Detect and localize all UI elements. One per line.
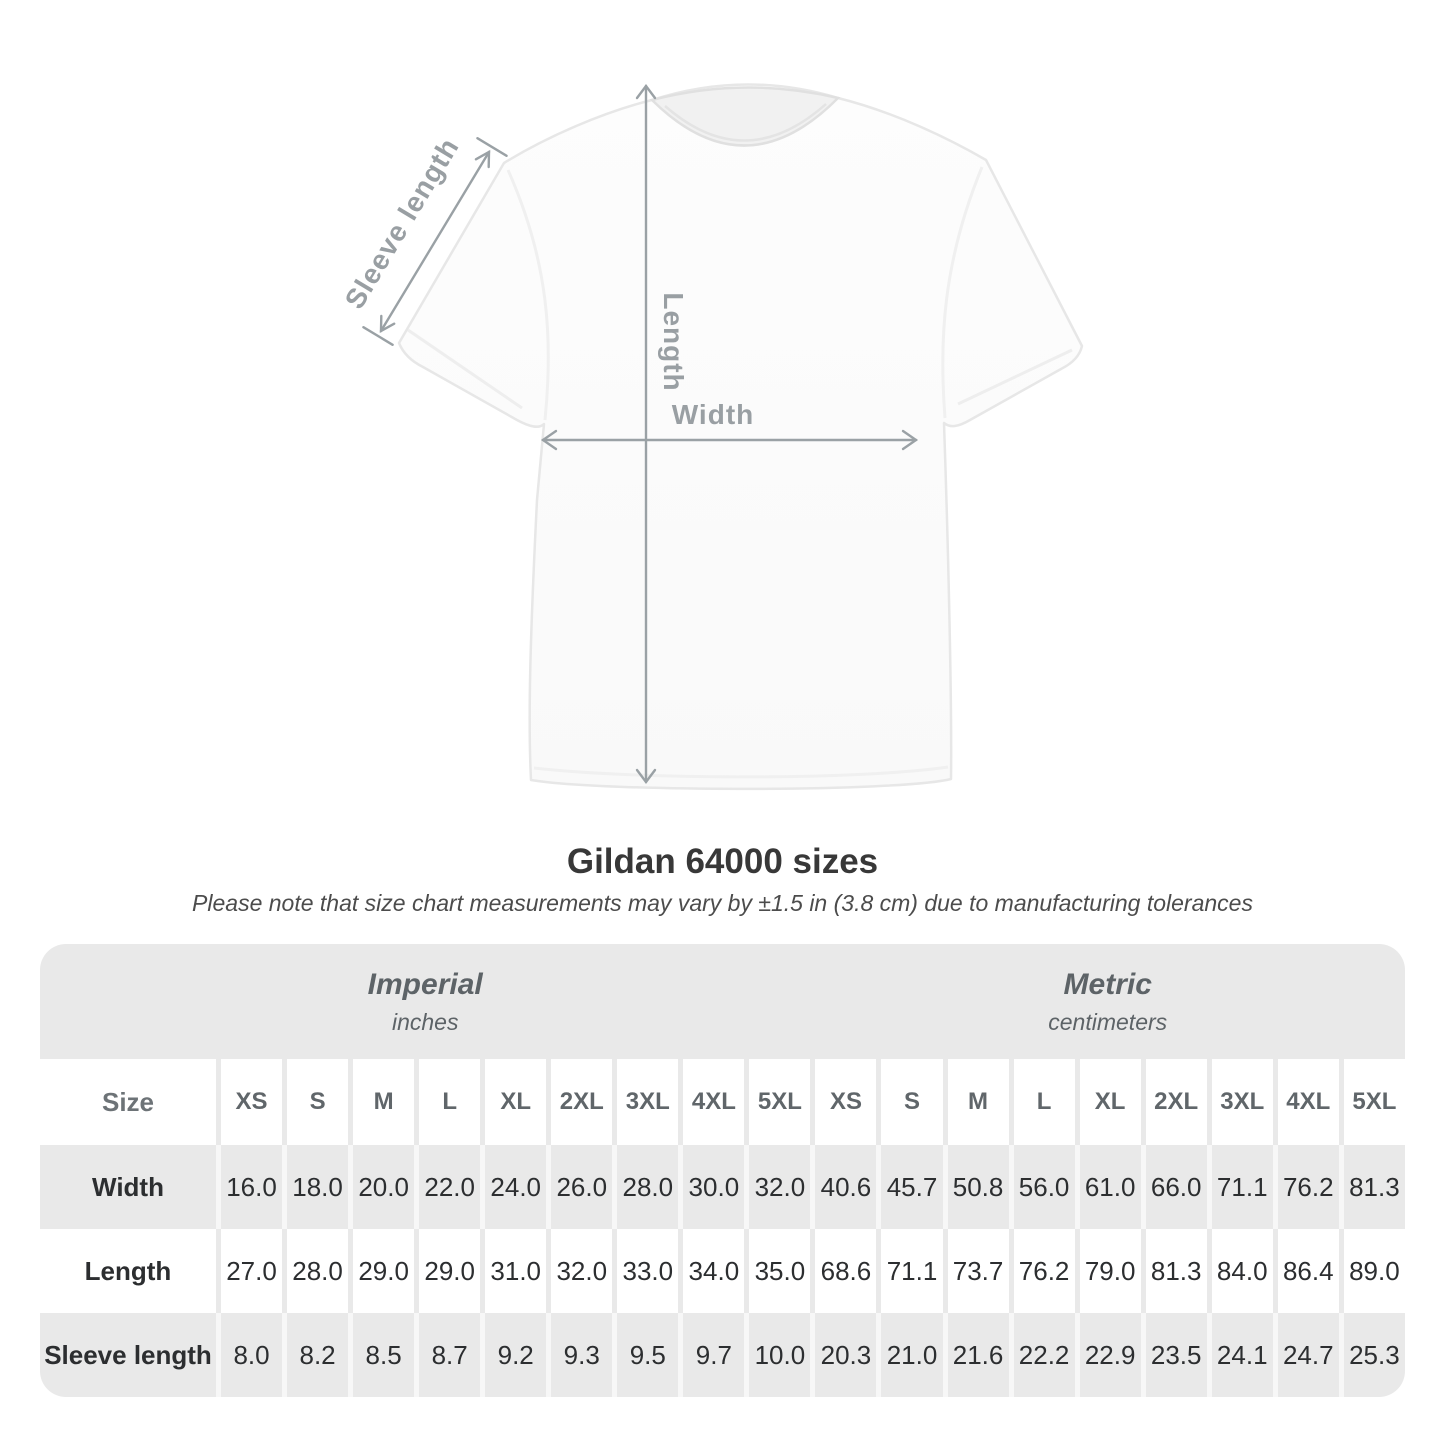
size-table xyxy=(40,944,1405,1397)
measure-value: 23.5 xyxy=(1141,1313,1207,1397)
measure-value: 25.3 xyxy=(1339,1313,1405,1397)
unit-group-metric xyxy=(810,944,1405,1059)
measure-value: 45.7 xyxy=(876,1145,942,1229)
size-chart-note: Please note that size chart measurements may vary by ±1.5 in (3.8 cm) due to manufacturing tolerances xyxy=(192,890,1253,916)
size-col-header: 2XL xyxy=(546,1059,612,1145)
size-table-container xyxy=(40,944,1405,1397)
measure-value: 8.2 xyxy=(282,1313,348,1397)
measure-value: 33.0 xyxy=(612,1229,678,1313)
measure-value: 56.0 xyxy=(1009,1145,1075,1229)
measure-value: 81.3 xyxy=(1141,1229,1207,1313)
measure-value: 18.0 xyxy=(282,1145,348,1229)
measure-row-sleeve-length xyxy=(40,1313,1405,1397)
measure-value: 29.0 xyxy=(348,1229,414,1313)
measure-value: 81.3 xyxy=(1339,1145,1405,1229)
measure-value: 8.5 xyxy=(348,1313,414,1397)
unit-group-label: Metric xyxy=(1063,967,1152,1001)
size-col-header: M xyxy=(348,1059,414,1145)
measure-value: 68.6 xyxy=(810,1229,876,1313)
measure-value: 71.1 xyxy=(1207,1145,1273,1229)
unit-group-row xyxy=(40,944,1405,1059)
tshirt-shape xyxy=(399,84,1082,788)
measure-value: 28.0 xyxy=(282,1229,348,1313)
size-row-label: Size xyxy=(40,1059,216,1145)
measure-value: 20.3 xyxy=(810,1313,876,1397)
measure-value: 71.1 xyxy=(876,1229,942,1313)
size-col-header: L xyxy=(1009,1059,1075,1145)
size-col-header: 2XL xyxy=(1141,1059,1207,1145)
size-col-header: L xyxy=(414,1059,480,1145)
measure-value: 21.6 xyxy=(943,1313,1009,1397)
measure-value: 8.7 xyxy=(414,1313,480,1397)
sleeve-length-label: Sleeve length xyxy=(338,132,465,315)
measure-value: 66.0 xyxy=(1141,1145,1207,1229)
measure-value: 9.5 xyxy=(612,1313,678,1397)
measure-value: 29.0 xyxy=(414,1229,480,1313)
size-col-header: 4XL xyxy=(1273,1059,1339,1145)
measure-value: 9.2 xyxy=(480,1313,546,1397)
measure-value: 22.2 xyxy=(1009,1313,1075,1397)
size-chart-title: Gildan 64000 sizes xyxy=(566,842,879,881)
measure-row-label: Width xyxy=(40,1145,216,1229)
measure-value: 20.0 xyxy=(348,1145,414,1229)
size-col-header: S xyxy=(282,1059,348,1145)
size-col-header: M xyxy=(943,1059,1009,1145)
size-col-header: XS xyxy=(216,1059,282,1145)
measure-value: 32.0 xyxy=(546,1229,612,1313)
length-label: Length xyxy=(658,292,689,392)
size-col-header: 4XL xyxy=(678,1059,744,1145)
measure-value: 76.2 xyxy=(1009,1229,1075,1313)
measure-value: 35.0 xyxy=(744,1229,810,1313)
measure-value: 22.0 xyxy=(414,1145,480,1229)
measure-value: 84.0 xyxy=(1207,1229,1273,1313)
measure-value: 31.0 xyxy=(480,1229,546,1313)
unit-group-sublabel: centimeters xyxy=(1048,1008,1168,1035)
size-col-header: XL xyxy=(1075,1059,1141,1145)
measure-value: 8.0 xyxy=(216,1313,282,1397)
size-col-header: 3XL xyxy=(612,1059,678,1145)
width-label: Width xyxy=(671,399,755,430)
unit-group-imperial xyxy=(40,944,810,1059)
measure-value: 10.0 xyxy=(744,1313,810,1397)
measure-row-label: Sleeve length xyxy=(40,1313,216,1397)
measure-value: 26.0 xyxy=(546,1145,612,1229)
measure-value: 30.0 xyxy=(678,1145,744,1229)
measure-value: 24.1 xyxy=(1207,1313,1273,1397)
measure-value: 9.3 xyxy=(546,1313,612,1397)
size-header-row xyxy=(40,1059,1405,1145)
measure-value: 9.7 xyxy=(678,1313,744,1397)
size-col-header: 5XL xyxy=(1339,1059,1405,1145)
measure-value: 76.2 xyxy=(1273,1145,1339,1229)
measure-value: 86.4 xyxy=(1273,1229,1339,1313)
measure-value: 21.0 xyxy=(876,1313,942,1397)
measure-value: 24.0 xyxy=(480,1145,546,1229)
measure-row-label: Length xyxy=(40,1229,216,1313)
measure-value: 16.0 xyxy=(216,1145,282,1229)
unit-group-label: Imperial xyxy=(367,967,483,1001)
measure-value: 50.8 xyxy=(943,1145,1009,1229)
measure-value: 40.6 xyxy=(810,1145,876,1229)
measure-row-width xyxy=(40,1145,1405,1229)
measure-value: 79.0 xyxy=(1075,1229,1141,1313)
size-col-header: S xyxy=(876,1059,942,1145)
size-col-header: 5XL xyxy=(744,1059,810,1145)
unit-group-sublabel: inches xyxy=(391,1008,459,1035)
measure-value: 27.0 xyxy=(216,1229,282,1313)
measure-value: 32.0 xyxy=(744,1145,810,1229)
measure-value: 34.0 xyxy=(678,1229,744,1313)
measure-value: 61.0 xyxy=(1075,1145,1141,1229)
measure-value: 89.0 xyxy=(1339,1229,1405,1313)
measure-value: 28.0 xyxy=(612,1145,678,1229)
measure-value: 24.7 xyxy=(1273,1313,1339,1397)
size-col-header: XL xyxy=(480,1059,546,1145)
measure-value: 22.9 xyxy=(1075,1313,1141,1397)
size-col-header: XS xyxy=(810,1059,876,1145)
size-col-header: 3XL xyxy=(1207,1059,1273,1145)
measure-value: 73.7 xyxy=(943,1229,1009,1313)
measure-row-length xyxy=(40,1229,1405,1313)
